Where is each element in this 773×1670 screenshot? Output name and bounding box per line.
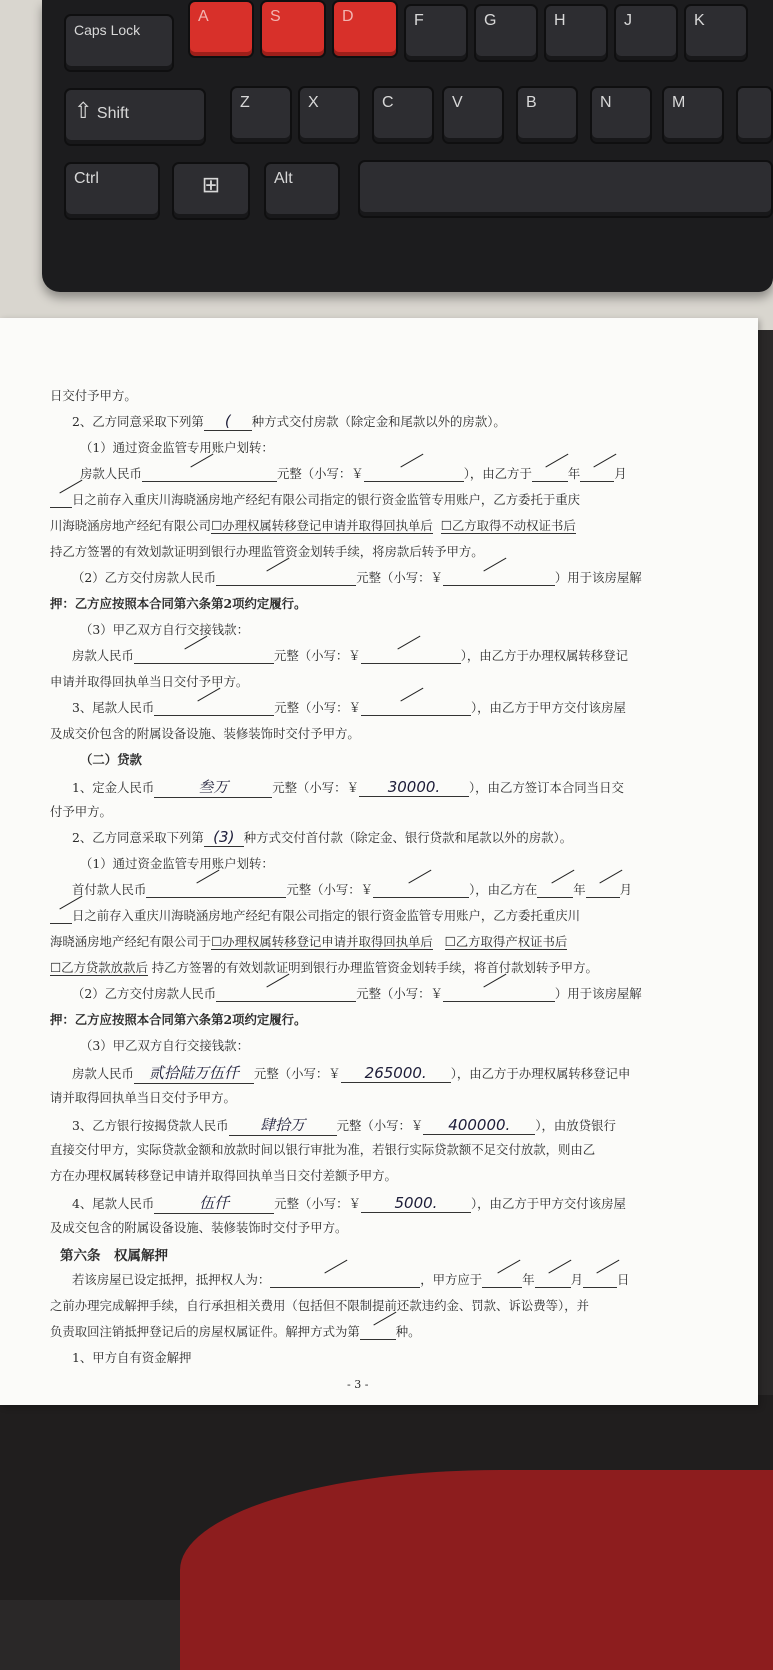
key-n[interactable]: [590, 86, 652, 144]
key-label: X: [308, 94, 319, 111]
key-label: G: [484, 12, 497, 29]
key-z[interactable]: [230, 86, 292, 144]
article-heading: 第六条 权属解押: [60, 1248, 168, 1264]
text-line: 付予甲方。: [50, 804, 112, 819]
key-label: Ctrl: [74, 170, 99, 187]
key-d[interactable]: [332, 0, 398, 58]
key-label: D: [342, 8, 354, 25]
text-line: 若该房屋已设定抵押，抵押权人为： ，甲方应于 年 月 日: [72, 1272, 630, 1287]
text-line: 川海晓涵房地产经纪有限公司☐办理权属转移登记申请并取得回执单后 ☐乙方取得不动权证书后: [50, 518, 576, 533]
text-line: 房款人民币 元整（小写：￥ ），由乙方于办理权属转移登记: [72, 648, 628, 663]
text-line: 房款人民币 元整（小写：￥ ），由乙方于 年 月: [80, 466, 627, 481]
key-ctrl[interactable]: [64, 162, 160, 220]
keyboard: [42, 0, 773, 292]
key-b[interactable]: [516, 86, 578, 144]
key-j[interactable]: [614, 4, 678, 62]
key-label: F: [414, 12, 424, 29]
text-line: （3）甲乙双方自行交接钱款：: [80, 1038, 249, 1053]
key-label: Z: [240, 94, 250, 111]
key-s[interactable]: [260, 0, 326, 58]
key-label: Shift: [96, 105, 129, 122]
text-line: 及成交包含的附属设备设施、装修装饰时交付予甲方。: [50, 1220, 348, 1235]
key-caps-lock[interactable]: [64, 14, 174, 72]
key-v[interactable]: [442, 86, 504, 144]
contract-page: [0, 318, 758, 1405]
key-f[interactable]: [404, 4, 468, 62]
key-h[interactable]: [544, 4, 608, 62]
key-label: B: [526, 94, 537, 111]
text-line: 海晓涵房地产经纪有限公司于☐办理权属转移登记申请并取得回执单后 ☐乙方取得产权证书后: [50, 934, 568, 949]
key-g[interactable]: [474, 4, 538, 62]
text-line: （2）乙方交付房款人民币 元整（小写：￥ ）用于该房屋解: [72, 570, 642, 585]
key-c[interactable]: [372, 86, 434, 144]
text-line: 方在办理权属转移登记申请并取得回执单当日交付差额予甲方。: [50, 1168, 397, 1183]
key-k[interactable]: [684, 4, 748, 62]
key-a[interactable]: [188, 0, 254, 58]
red-fabric: [180, 1470, 773, 1670]
key-label: V: [452, 94, 463, 111]
key-x[interactable]: [298, 86, 360, 144]
text-line: （3）甲乙双方自行交接钱款：: [80, 622, 249, 637]
text-line: 2、乙方同意采取下列第 (3) 种方式交付首付款（除定金、银行贷款和尾款以外的房款）。: [72, 828, 573, 846]
text-line: 日之前存入重庆川海晓涵房地产经纪有限公司指定的银行资金监管专用账户，乙方委托于重庆: [50, 490, 580, 508]
text-line: 负责取回注销抵押登记后的房屋权属证件。解押方式为第 种。: [50, 1324, 421, 1339]
text-line: 3、尾款人民币 元整（小写：￥ ），由乙方于甲方交付该房屋: [72, 700, 626, 715]
text-line: 4、尾款人民币 伍仟 元整（小写：￥ 5000. ），由乙方于甲方交付该房屋: [72, 1194, 626, 1212]
text-line: 请并取得回执单当日交付予甲方。: [50, 1090, 236, 1105]
text-line: 1、甲方自有资金解押: [72, 1350, 192, 1365]
text-line: 1、定金人民币 叁万 元整（小写：￥ 30000. ），由乙方签订本合同当日交: [72, 778, 624, 796]
section-heading: （二）贷款: [80, 752, 142, 767]
key-label: H: [554, 12, 566, 29]
key-label: S: [270, 8, 281, 25]
text-line: ☐乙方贷款放款后 持乙方签署的有效划款证明到银行办理监管资金划转手续，将首付款划转予甲方。: [50, 960, 598, 975]
text-line: 3、乙方银行按揭贷款人民币 肆拾万 元整（小写：￥ 400000. ），由放贷银行: [72, 1116, 616, 1134]
key-comma[interactable]: [736, 86, 773, 144]
text-line: 持乙方签署的有效划款证明到银行办理监管资金划转手续，将房款后转予甲方。: [50, 544, 484, 559]
text-line: 之前办理完成解押手续，自行承担相关费用（包括但不限制提前还款违约金、罚款、诉讼费等），并: [50, 1298, 589, 1313]
key-label: K: [694, 12, 705, 29]
text-line: 首付款人民币 元整（小写：￥ ），由乙方在 年 月: [72, 882, 633, 897]
key-label: M: [672, 94, 686, 111]
windows-logo-icon: ⊞: [201, 172, 221, 197]
key-label: Alt: [274, 170, 293, 187]
text-line: 日之前存入重庆川海晓涵房地产经纪有限公司指定的银行资金监管专用账户，乙方委托重庆川: [50, 906, 580, 924]
text-line: 及成交价包含的附属设备设施、装修装饰时交付予甲方。: [50, 726, 360, 741]
text-line: 押：乙方应按照本合同第六条第2项约定履行。: [50, 596, 307, 611]
page-number: - 3 -: [347, 1378, 369, 1391]
key-label: J: [624, 12, 632, 29]
key-label: Caps Lock: [74, 22, 141, 38]
key-label: C: [382, 94, 394, 111]
key-label: A: [198, 8, 209, 25]
arrow-up-icon: ⇧: [74, 98, 93, 123]
text-line: （1）通过资金监管专用账户划转：: [80, 440, 274, 455]
text-line: 申请并取得回执单当日交付予甲方。: [50, 674, 249, 689]
text-line: （2）乙方交付房款人民币 元整（小写：￥ ）用于该房屋解: [72, 986, 642, 1001]
text-line: 日交付予甲方。: [50, 388, 137, 403]
key-shift[interactable]: [64, 88, 206, 146]
text-line: 房款人民币 贰拾陆万伍仟 元整（小写：￥ 265000. ），由乙方于办理权属转移登记申: [72, 1064, 631, 1082]
text-line: （1）通过资金监管专用账户划转：: [80, 856, 274, 871]
text-line: 押：乙方应按照本合同第六条第2项约定履行。: [50, 1012, 307, 1027]
key-m[interactable]: [662, 86, 724, 144]
key-label: N: [600, 94, 612, 111]
text-line: 2、乙方同意采取下列第 ( 种方式交付房款（除定金和尾款以外的房款）。: [72, 412, 506, 430]
text-line: 直接交付甲方，实际贷款金额和放款时间以银行审批为准，若银行实际贷款额不足交付放款，则由乙: [50, 1142, 596, 1157]
key-windows[interactable]: [172, 162, 250, 220]
key-space[interactable]: [358, 160, 773, 218]
key-alt[interactable]: [264, 162, 340, 220]
